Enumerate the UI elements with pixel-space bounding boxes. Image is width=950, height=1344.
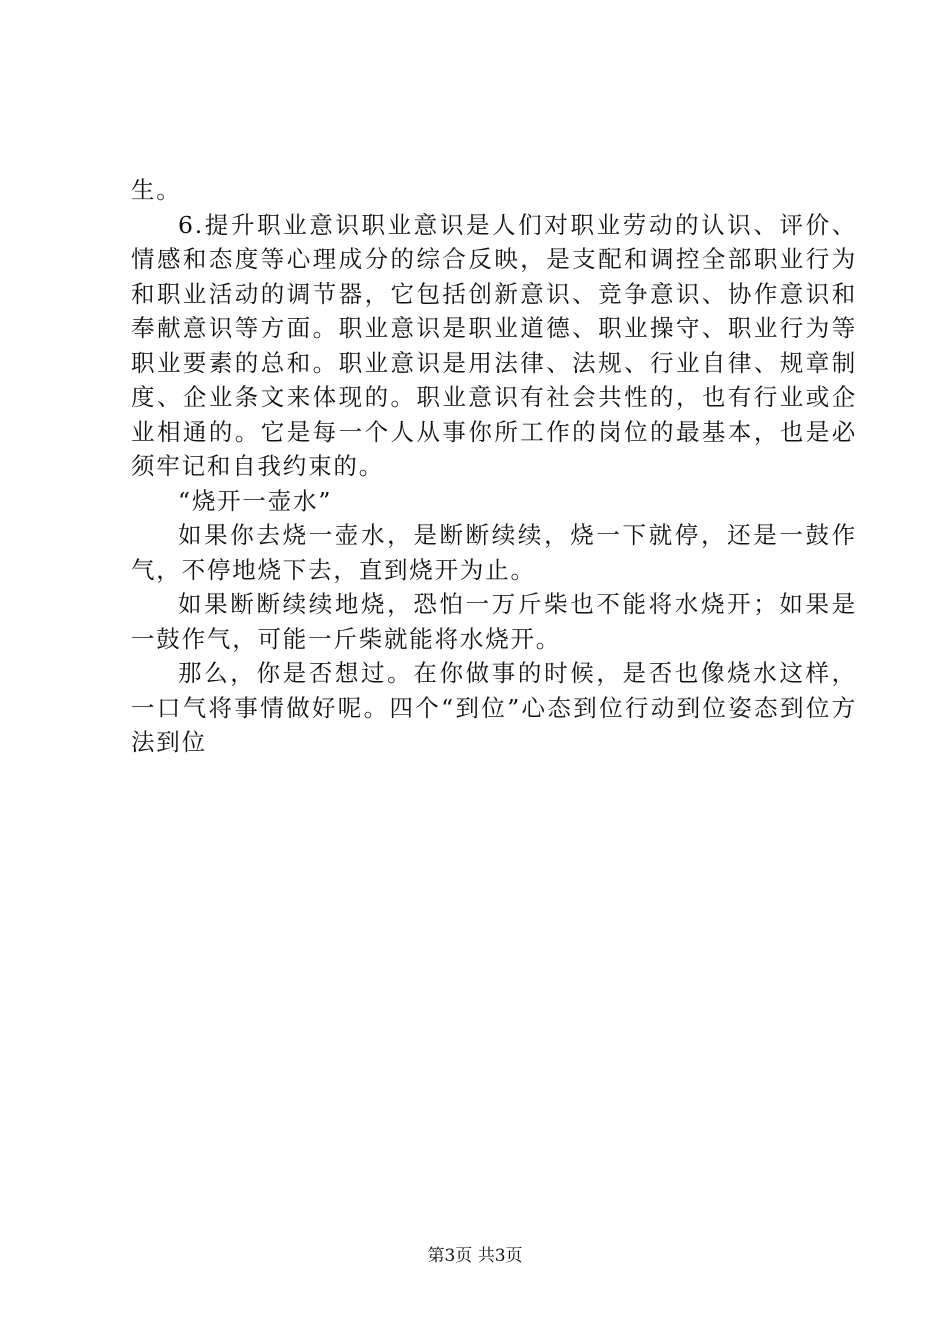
paragraph-four-in-place: 那么，你是否想过。在你做事的时候，是否也像烧水这样，一口气将事情做好呢。四个“到位”心态到位行动到位姿态到位方法到位 [131, 659, 857, 756]
document-body [131, 173, 857, 760]
paragraph-boil-comparison: 如果断断续续地烧，恐怕一万斤柴也不能将水烧开；如果是一鼓作气，可能一斤柴就能将水烧开。 [131, 590, 857, 653]
paragraph-continuation: 生。 [131, 176, 182, 204]
section-heading-boil-water: “烧开一壶水” [178, 486, 333, 515]
page-footer: 第3页 共3页 [427, 1246, 523, 1266]
paragraph-career-awareness: 6.提升职业意识职业意识是人们对职业劳动的认识、评价、情感和态度等心理成分的综合反映，是支配和调控全部职业行为和职业活动的调节器，它包括创新意识、竞争意识、协作意识和奉献意识等方面。职业意识是职业道德、职业操守、职业行为等职业要素的总和。职业意识是用法律、法规、行业自律、规章制度、企业条文来体现的。职业意识有社会共性的，也有行业或企业相通的。它是每一个人从事你所工作的岗位的最基本，也是必须牢记和自我约束的。 [131, 210, 857, 480]
paragraph-boil-question: 如果你去烧一壶水，是断断续续，烧一下就停，还是一鼓作气，不停地烧下去，直到烧开为止。 [131, 521, 857, 584]
